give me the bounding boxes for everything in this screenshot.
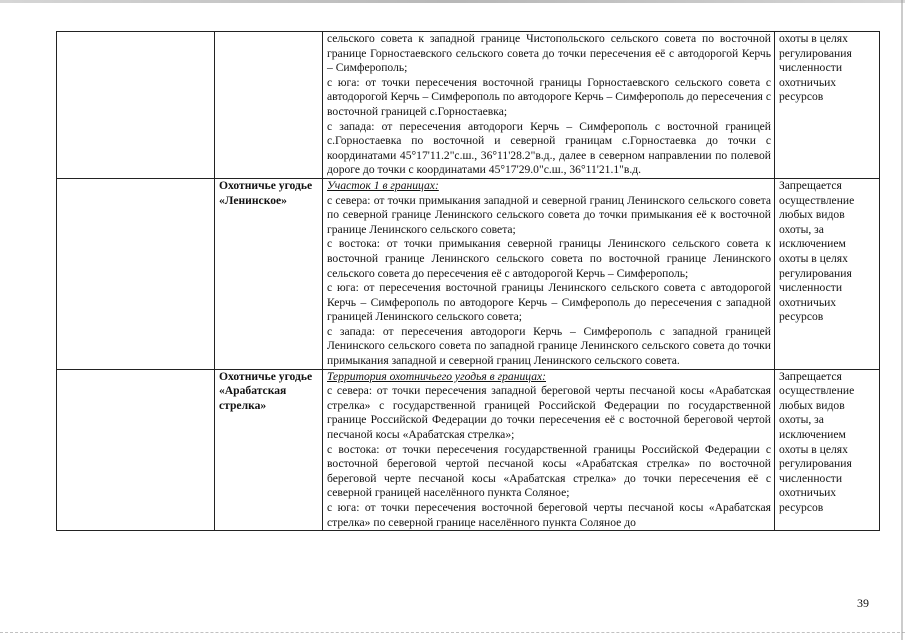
- restriction-line: исключением: [779, 428, 846, 442]
- restriction-line: охотничьих: [779, 75, 837, 89]
- page-number: 39: [857, 596, 869, 610]
- restriction-line: регулирования: [779, 46, 852, 60]
- restriction-cell: [775, 32, 880, 179]
- table-row: [57, 178, 880, 369]
- boundary-paragraph: с юга: от пересечения восточной границы Ленинского сельского совета с автодорогой Керчь – Симферополь по автодороге Керчь – Симферополь до пересечения с западной границей Ленинского сельского совета;: [327, 281, 771, 324]
- table-row: [57, 369, 880, 531]
- restriction-line: ресурсов: [779, 310, 824, 324]
- boundary-cell: [323, 32, 775, 179]
- number-cell: [57, 32, 215, 179]
- boundary-paragraph: с севера: от точки примыкания западной и северной границ Ленинского сельского совета по северной границе Ленинского сельского совета до точки примыкания её к восточной границе Ленинского сельского совета;: [327, 193, 771, 236]
- scan-edge-bottom: [0, 632, 905, 635]
- boundary-paragraph: с востока: от точки пересечения государственной границы Российской Федерации с восточной береговой чертой песчаной косы «Арабатская стрелка» по восточной береговой черте песчаной косы «Арабатская стрелка» до точки пересечения её с северной границей населённого пункта Соляное;: [327, 442, 771, 500]
- boundary-paragraph: с юга: от точки пересечения восточной границы Горностаевского сельского совета с автодорогой Керчь – Симферополь по автодороге Керчь – Симферополь до пересечения с восточной границей с.Горностаевка;: [327, 75, 771, 118]
- restriction-line: Запрещается: [779, 369, 842, 383]
- restriction-line: охоты, за: [779, 222, 824, 236]
- scan-edge-top: [0, 0, 905, 3]
- restriction-line: охотничьих: [779, 486, 837, 500]
- boundary-paragraph: с востока: от точки примыкания северной границы Ленинского сельского совета к восточной границе Ленинского сельского совета по восточной границе Ленинского сельского совета до пересечения её с автодорогой Керчь – Симферополь;: [327, 237, 771, 280]
- table-row: [57, 32, 880, 179]
- restriction-line: любых видов: [779, 208, 845, 222]
- boundary-cell: [323, 178, 775, 369]
- restriction-line: охоты в целях: [779, 442, 848, 456]
- ground-name-line: «Арабатская: [219, 384, 287, 398]
- restriction-line: любых видов: [779, 398, 845, 412]
- ground-name-cell: [215, 369, 323, 531]
- boundary-heading: Участок 1 в границах:: [327, 178, 439, 192]
- ground-name-line: Охотничье угодье: [219, 369, 313, 383]
- ground-name-line: Охотничье угодье: [219, 178, 313, 192]
- hunting-grounds-table: [56, 31, 880, 531]
- boundary-heading: Территория охотничьего угодья в границах:: [327, 369, 547, 383]
- restriction-line: охоты, за: [779, 413, 824, 427]
- ground-name-cell: [215, 32, 323, 179]
- number-cell: [57, 369, 215, 531]
- restriction-line: охоты в целях: [779, 251, 848, 265]
- restriction-line: ресурсов: [779, 90, 824, 104]
- scan-edge-right: [901, 0, 903, 640]
- boundary-paragraph: с севера: от точки пересечения западной береговой черты песчаной косы «Арабатская стрелка» с государственной границей Российской Федерации по государственной границе Российской Федерации до точки пересечения её с восточной береговой чертой песчаной косы «Арабатская стрелка»;: [327, 384, 771, 442]
- boundary-paragraph: сельского совета к западной границе Чистопольского сельского совета по восточной границе Горностаевского сельского совета до точки пересечения её с автодорогой Керчь – Симферополь;: [327, 32, 771, 75]
- restriction-cell: [775, 178, 880, 369]
- restriction-line: численности: [779, 471, 843, 485]
- restriction-line: охоты в целях: [779, 32, 848, 45]
- restriction-line: осуществление: [779, 384, 855, 398]
- restriction-cell: [775, 369, 880, 531]
- restriction-line: численности: [779, 61, 843, 75]
- restriction-line: охотничьих: [779, 295, 837, 309]
- restriction-line: численности: [779, 281, 843, 295]
- boundary-paragraph: с юга: от точки пересечения восточной береговой черты песчаной косы «Арабатская стрелка» по северной границе населённого пункта Соляное до: [327, 501, 771, 529]
- boundary-cell: [323, 369, 775, 531]
- ground-name-line: «Ленинское»: [219, 193, 287, 207]
- ground-name-line: стрелка»: [219, 398, 267, 412]
- ground-name-cell: [215, 178, 323, 369]
- boundary-paragraph: с запада: от пересечения автодороги Керчь – Симферополь с западной границей Ленинского сельского совета по западной границе Ленинского сельского совета до точки примыкания западной и северной границ Ленинского сельского совета.: [327, 324, 771, 368]
- number-cell: [57, 178, 215, 369]
- restriction-line: Запрещается: [779, 178, 842, 192]
- restriction-line: исключением: [779, 237, 846, 251]
- restriction-line: регулирования: [779, 457, 852, 471]
- restriction-line: ресурсов: [779, 501, 824, 514]
- restriction-line: регулирования: [779, 266, 852, 280]
- restriction-line: осуществление: [779, 193, 855, 207]
- boundary-paragraph: с запада: от пересечения автодороги Керчь – Симферополь с восточной границей с.Горностаевка по восточной и северной границам с.Горностаевка до точки с координатами 45°17'11.2"с.ш., 36°11'28.2"в.д., далее в северном направлении по полевой дороге до точки с координатами 45°17'29.0"с.ш., 36°11'21.1"в.д.: [327, 119, 771, 177]
